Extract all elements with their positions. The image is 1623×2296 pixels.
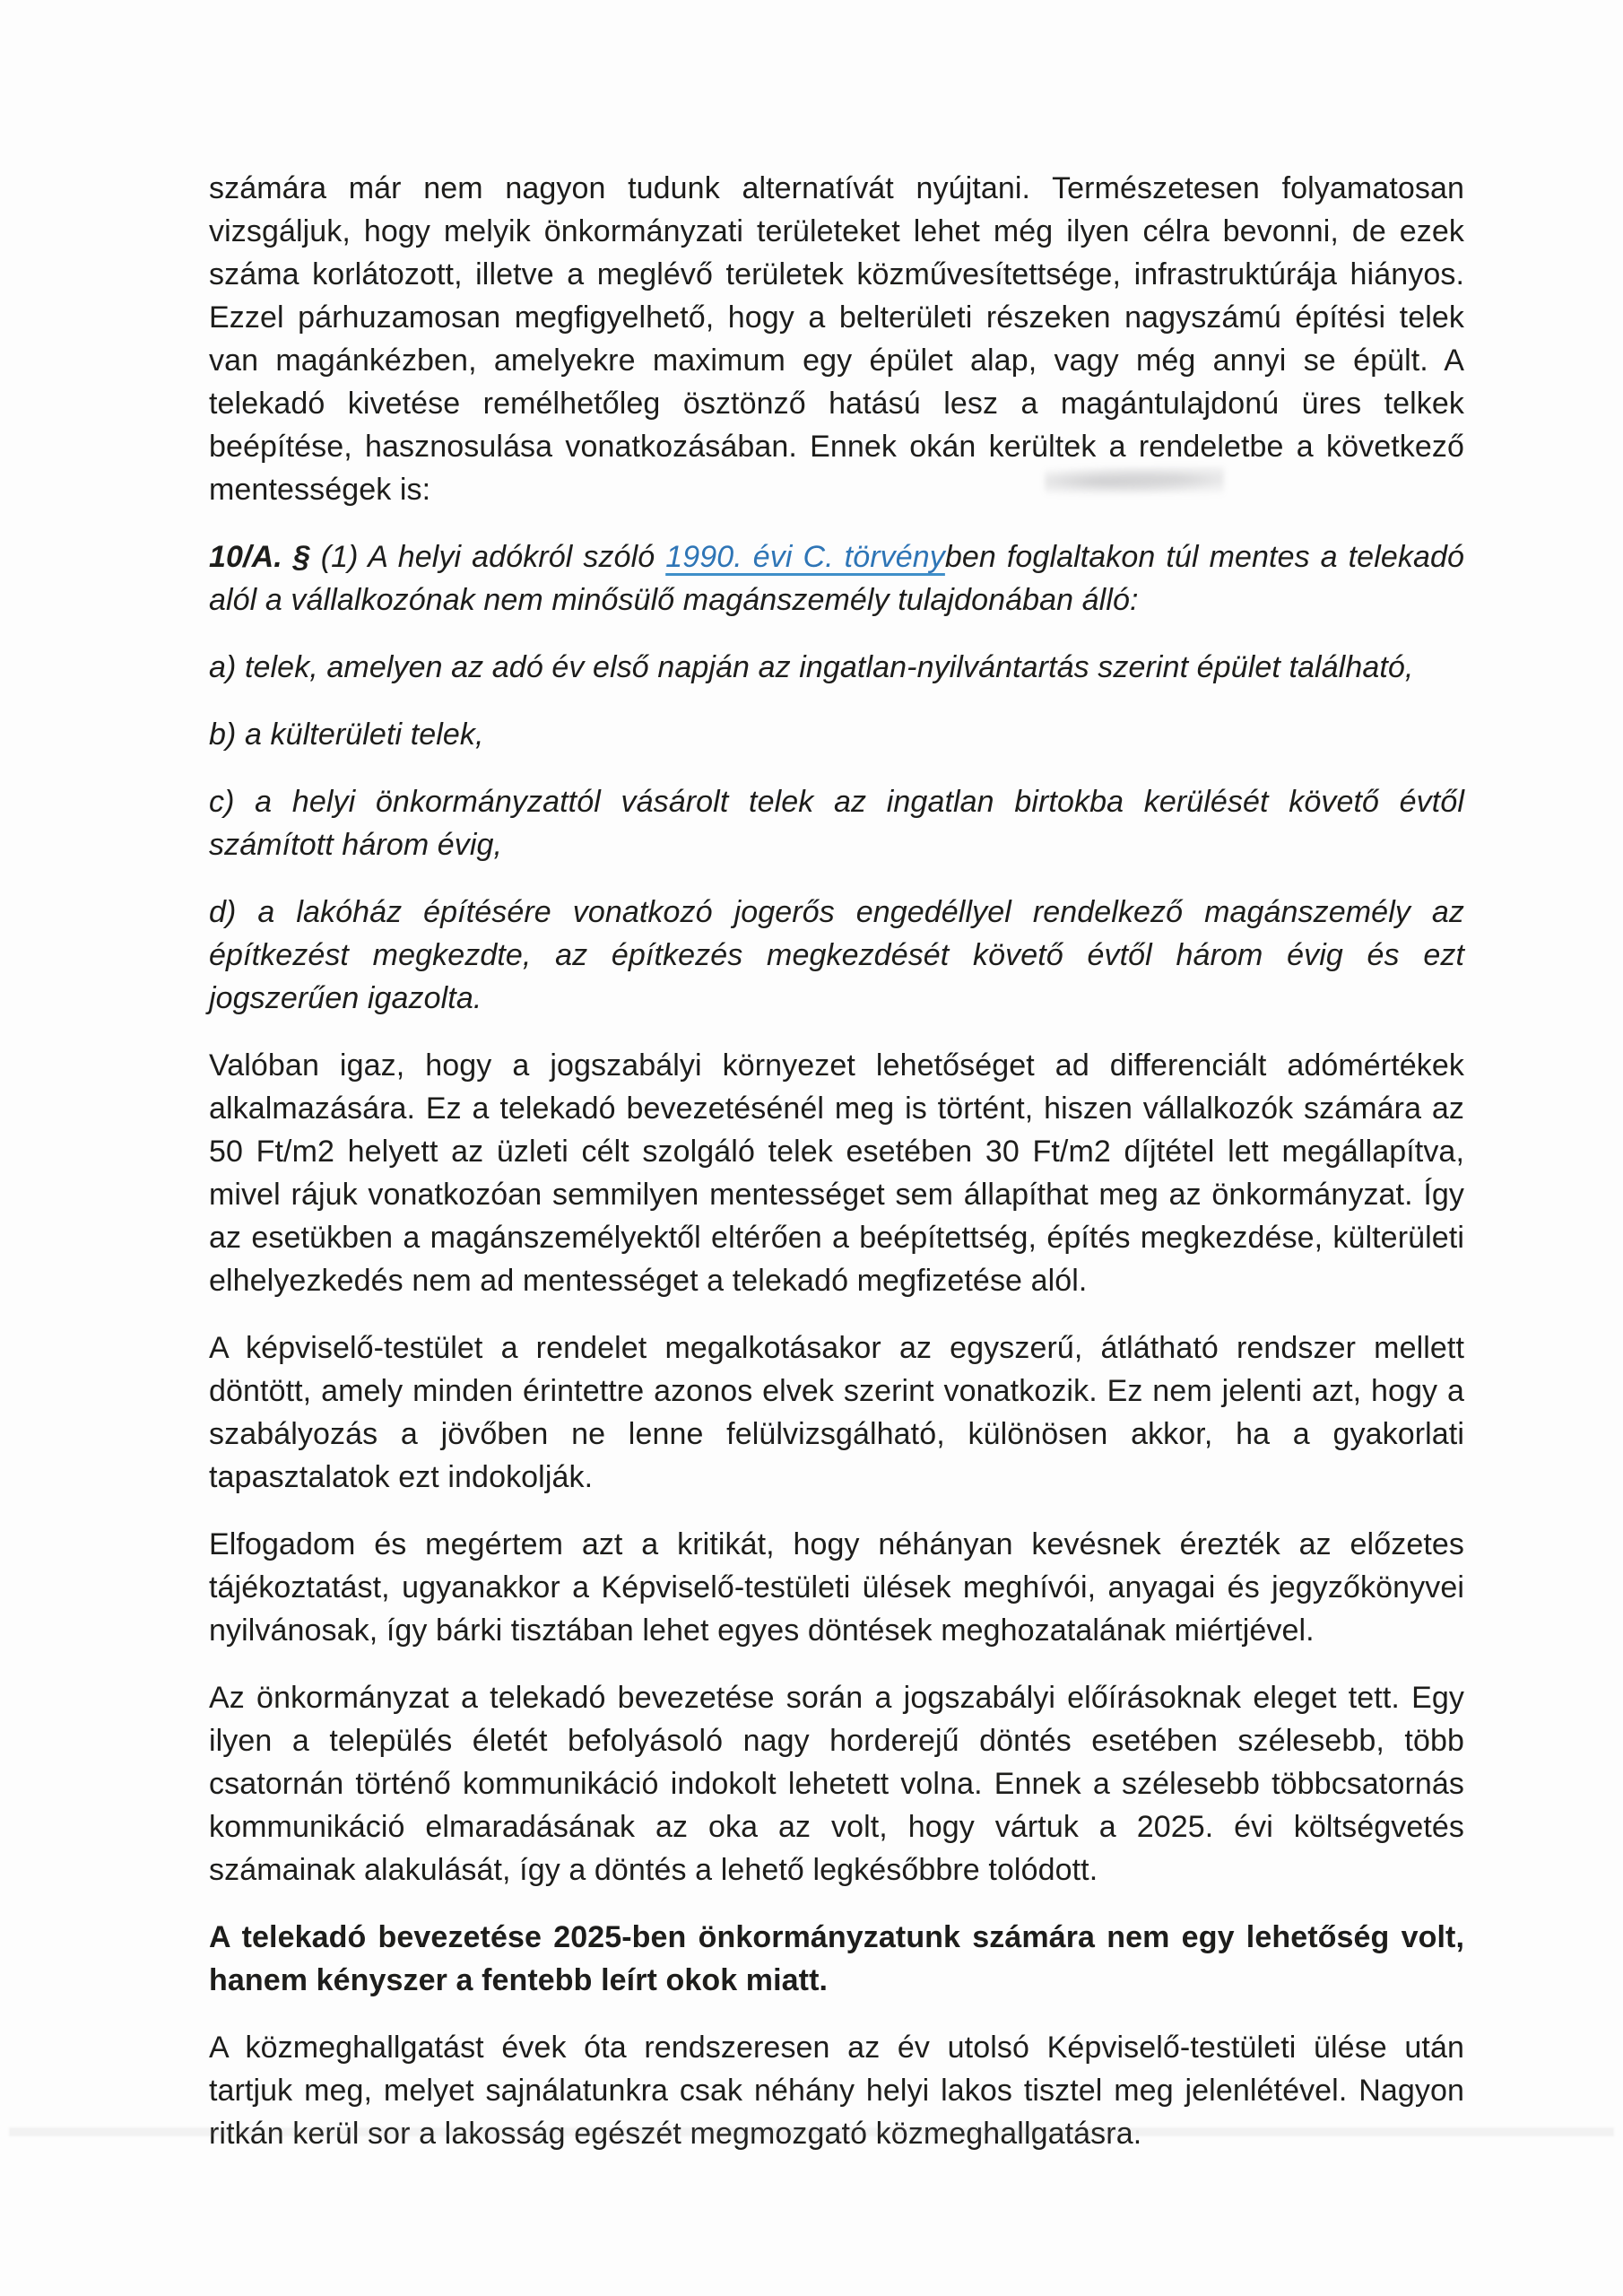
paragraph-kozmeghallgatas: A közmeghallgatást évek óta rendszeresen az év utolsó Képviselő-testületi ülése után tartjuk meg, melyet sajnálatunkra csak néhány helyi lakos tisztel meg jelenlétével. Nagyon ritkán kerül sor a lakosság egészét megmozgató közmeghallgatásra. [209,2031,1464,2151]
exemption-item-b: b) a külterületi telek, [209,718,484,752]
paragraph-onkormanyzat: Az önkormányzat a telekadó bevezetése során a jogszabályi előírásoknak eleget tett. Egy ilyen a település életét befolyásoló nagy horderejű döntés esetében szélesebb, több csatornán történő kommunikáció indokolt lehetett volna. Ennek a szélesebb többcsatornás kommunikáció elmaradásának az oka az volt, hogy vártuk a 2025. évi költségvetés számainak alakulását, így a döntés a lehető legkésőbbre tolódott. [209,1681,1464,1887]
law-intro-text-after-link: ben foglaltakon túl mentes a telekadó alól a vállalkozónak nem minősülő magánszemély tulajdonában álló: [209,540,1464,617]
paragraph-law-10a [209,535,1464,622]
law-1990-link[interactable]: 1990. évi C. törvény [665,540,945,574]
exemption-item-a: a) telek, amelyen az adó év első napján az ingatlan-nyilvántartás szerint épület található, [209,650,1414,684]
paragraph-intro: számára már nem nagyon tudunk alternatívát nyújtani. Természetesen folyamatosan vizsgáljuk, hogy melyik önkormányzati területeket lehet még ilyen célra bevonni, de ezek száma korlátozott, illetve a meglévő területek közművesítettsége, infrastruktúrája hiányos. Ezzel párhuzamosan megfigyelhető, hogy a belterületi részeken nagyszámú építési telek van magánkézben, amelyekre maximum egy épület alap, vagy még annyi se épült. A telekadó kivetése remélhetőleg ösztönző hatású lesz a magántulajdonú üres telkek beépítése, hasznosulása vonatkozásában. Ennek okán kerültek a rendeletbe a következő mentességek is: [209,171,1464,507]
paragraph-kepviselo-testulet: A képviselő-testület a rendelet megalkotásakor az egyszerű, átlátható rendszer mellett döntött, amely minden érintettre azonos elvek szerint vonatkozik. Ez nem jelenti azt, hogy a szabályozás a jövőben ne lenne felülvizsgálható, különösen akkor, ha a gyakorlati tapasztalatok ezt indokolják. [209,1331,1464,1494]
paragraph-kenyszer-bold: A telekadó bevezetése 2025-ben önkormányzatunk számára nem egy lehetőség volt, hanem kényszer a fentebb leírt okok miatt. [209,1920,1464,1997]
law-intro-text: (1) A helyi adókról szóló [320,540,666,574]
paragraph-valoban: Valóban igaz, hogy a jogszabályi környezet lehetőséget ad differenciált adómértékek alkalmazására. Ez a telekadó bevezetésénél meg is történt, hiszen vállalkozók számára az 50 Ft/m2 helyett az üzleti célt szolgáló telek esetében 30 Ft/m2 díjtétel lett megállapítva, mivel rájuk vonatkozóan semmilyen mentességet sem állapíthat meg az önkormányzat. Így az esetükben a magánszemélyektől eltérően a beépítettség, építés megkezdése, külterületi elhelyezkedés nem ad mentességet a telekadó megfizetése alól. [209,1048,1464,1298]
exemption-item-d: d) a lakóház építésére vonatkozó jogerős engedéllyel rendelkező magánszemély az építkezést megkezdte, az építkezés megkezdését követő évtől három évig és ezt jogszerűen igazolta. [209,895,1464,1015]
exemption-item-c: c) a helyi önkormányzattól vásárolt telek az ingatlan birtokba kerülését követő évtől számított három évig, [209,785,1464,862]
paragraph-elfogadom: Elfogadom és megértem azt a kritikát, hogy néhányan kevésnek érezték az előzetes tájékoztatást, ugyanakkor a Képviselő-testületi ülések meghívói, anyagai és jegyzőkönyvei nyilvánosak, így bárki tisztában lehet egyes döntések meghozatalának miértjével. [209,1527,1464,1648]
law-section-number: 10/A. § [209,540,321,574]
document-body-text [209,167,1464,2179]
